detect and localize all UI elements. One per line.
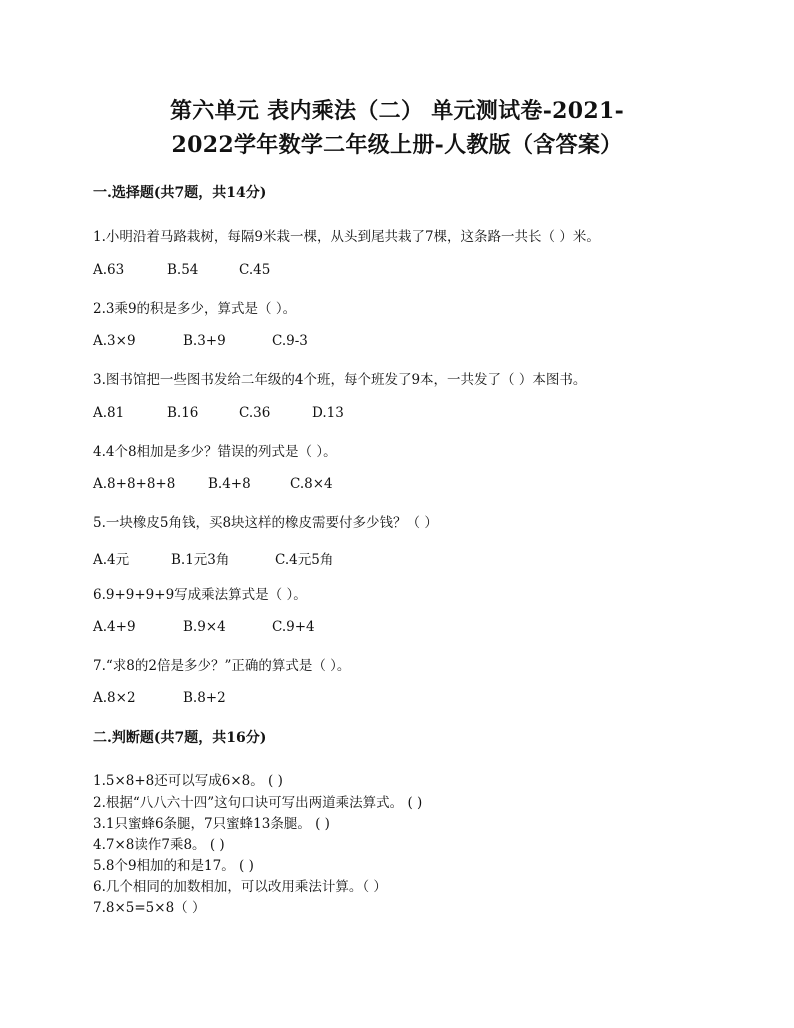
question-2: 2.3乘9的积是多少，算式是（ ）。 [93, 301, 297, 317]
question-1: 1.小明沿着马路栽树，每隔9米栽一棵，从头到尾共栽了7棵，这条路一共长（ ）米。 [93, 229, 600, 245]
document-title-line-1: 第六单元 表内乘法（二） 单元测试卷-2021- [169, 98, 624, 124]
option[interactable]: A.4+9 [93, 619, 136, 635]
judgement-item-1: 1.5×8+8还可以写成6×8。 ( ) [93, 773, 283, 789]
option[interactable]: B.3+9 [183, 333, 226, 349]
option[interactable]: C.9-3 [272, 333, 308, 349]
question-6-options [93, 619, 315, 635]
option[interactable]: D.13 [312, 405, 344, 421]
question-4: 4.4个8相加是多少？错误的列式是（ ）。 [93, 444, 337, 460]
option[interactable]: B.54 [167, 262, 199, 278]
question-4-options [93, 476, 333, 492]
option[interactable]: A.4元 [93, 552, 130, 568]
option[interactable]: B.8+2 [183, 690, 226, 706]
question-5: 5.一块橡皮5角钱，买8块这样的橡皮需要付多少钱？（ ） [93, 515, 438, 531]
question-6: 6.9+9+9+9写成乘法算式是（ ）。 [93, 587, 307, 603]
option[interactable]: A.8+8+8+8 [93, 476, 176, 492]
option[interactable]: A.81 [93, 405, 125, 421]
section-heading-true-false: 二.判断题(共7题，共16分) [93, 730, 267, 746]
option[interactable]: C.9+4 [272, 619, 315, 635]
judgement-item-6: 6.几个相同的加数相加，可以改用乘法计算。（ ） [93, 879, 387, 895]
option[interactable]: A.63 [93, 262, 125, 278]
option[interactable]: C.45 [239, 262, 271, 278]
option[interactable]: A.8×2 [93, 690, 136, 706]
question-5-options [93, 548, 333, 568]
section-heading-choice: 一.选择题(共7题，共14分) [93, 185, 267, 201]
option[interactable]: B.4+8 [208, 476, 251, 492]
option[interactable]: A.3×9 [93, 333, 136, 349]
judgement-item-4: 4.7×8读作7乘8。 ( ) [93, 837, 225, 853]
judgement-item-7: 7.8×5=5×8（ ） [93, 900, 206, 916]
document-title-line-2: 2022学年数学二年级上册-人教版（含答案） [171, 132, 623, 158]
option[interactable]: B.1元3角 [171, 552, 230, 568]
question-3: 3.图书馆把一些图书发给二年级的4个班，每个班发了9本，一共发了（ ）本图书。 [93, 372, 587, 388]
question-7-options [93, 690, 226, 706]
question-3-options [93, 405, 344, 421]
judgement-item-2: 2.根据“八八六十四”这句口诀可写出两道乘法算式。 ( ) [93, 795, 423, 811]
question-1-options [93, 262, 270, 278]
question-2-options [93, 333, 308, 349]
option[interactable]: C.8×4 [290, 476, 333, 492]
judgement-item-3: 3.1只蜜蜂6条腿，7只蜜蜂13条腿。 ( ) [93, 816, 330, 832]
option[interactable]: B.16 [167, 405, 199, 421]
option[interactable]: B.9×4 [183, 619, 226, 635]
option[interactable]: C.4元5角 [275, 552, 334, 568]
option[interactable]: C.36 [239, 405, 271, 421]
question-7: 7.“求8的2倍是多少？”正确的算式是（ ）。 [93, 658, 351, 674]
judgement-item-5: 5.8个9相加的和是17。 ( ) [93, 858, 254, 874]
